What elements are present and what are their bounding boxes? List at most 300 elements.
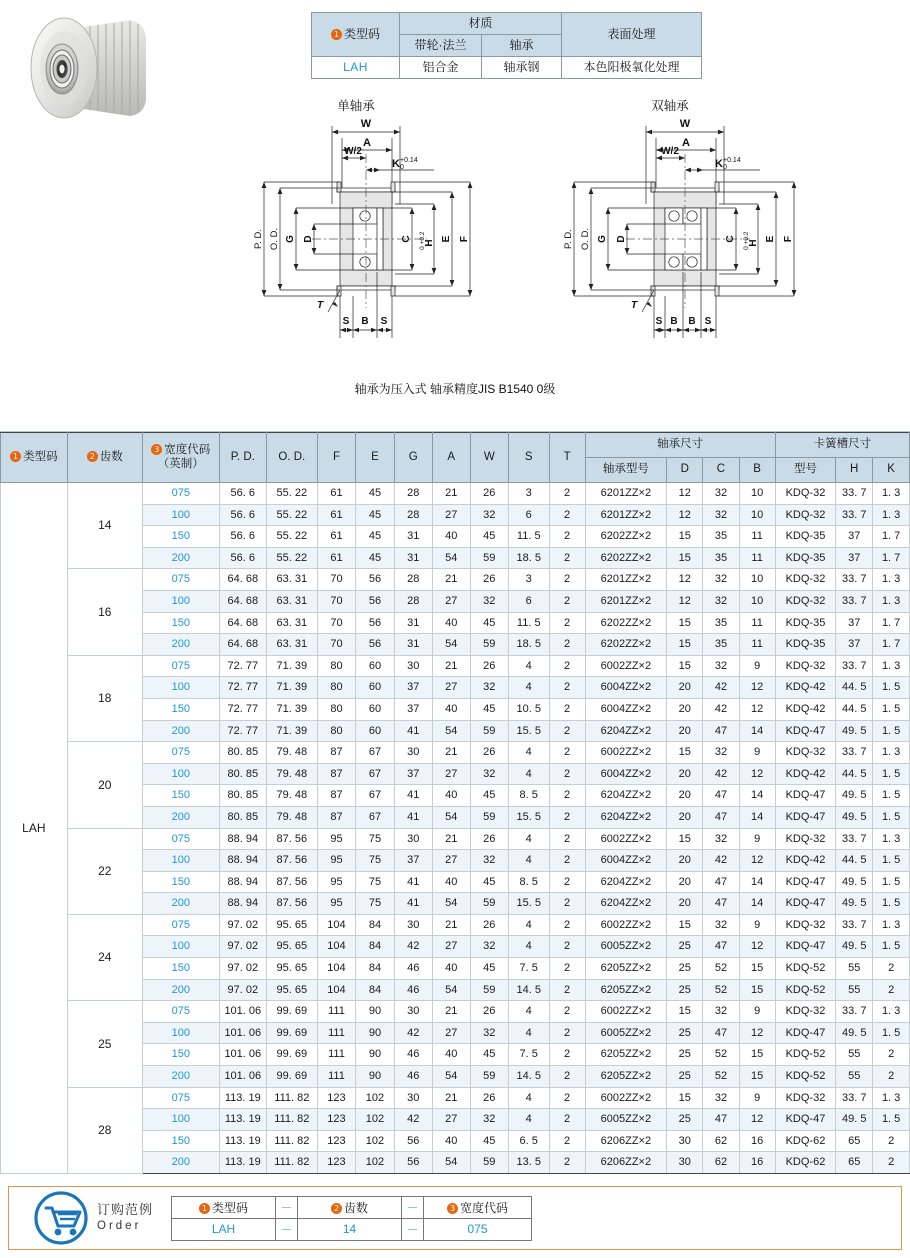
cell-width-code: 150 [142, 698, 219, 720]
cell-bno: 6206ZZ×2 [585, 1130, 667, 1152]
cell-a: 21 [432, 914, 470, 936]
cell-sno: KDQ-32 [775, 742, 835, 764]
cell-e: 60 [356, 655, 394, 677]
cell-d: 20 [667, 698, 703, 720]
col-header-od: O. D. [266, 433, 317, 483]
table-row [1, 742, 910, 764]
badge-1-icon: 1 [331, 29, 342, 40]
cell-od: 63. 31 [266, 612, 317, 634]
cell-a: 21 [432, 483, 470, 505]
cell-a: 40 [432, 612, 470, 634]
cell-k: 1. 5 [873, 871, 910, 893]
cell-f: 80 [317, 720, 355, 742]
cell-f: 123 [317, 1087, 355, 1109]
cell-g: 56 [394, 1130, 432, 1152]
svg-text:A: A [363, 137, 371, 149]
cell-a: 54 [432, 720, 470, 742]
cell-bno: 6204ZZ×2 [585, 720, 667, 742]
order-code-table [171, 1196, 532, 1241]
cell-sno: KDQ-47 [775, 785, 835, 807]
cell-c: 47 [703, 785, 739, 807]
svg-text:0: 0 [400, 164, 404, 171]
double-bearing-title: 双轴承 [651, 99, 689, 113]
cell-g: 46 [394, 958, 432, 980]
order-example-box [8, 1186, 902, 1250]
cell-ww: 59 [470, 979, 508, 1001]
cell-f: 123 [317, 1130, 355, 1152]
cell-s: 4 [508, 742, 549, 764]
cell-width-code: 100 [142, 936, 219, 958]
cell-t: 2 [549, 1001, 585, 1023]
cell-width-code: 100 [142, 590, 219, 612]
svg-text:+0.2: +0.2 [743, 231, 750, 245]
cell-g: 28 [394, 569, 432, 591]
cell-d: 25 [667, 1109, 703, 1131]
cell-od: 71. 39 [266, 720, 317, 742]
cell-sno: KDQ-32 [775, 590, 835, 612]
cell-width-code: 100 [142, 1022, 219, 1044]
svg-text:0: 0 [743, 246, 750, 250]
cell-e: 45 [356, 483, 394, 505]
col-header-a: A [432, 433, 470, 483]
spec-table-body [1, 483, 910, 1174]
cell-sno: KDQ-52 [775, 958, 835, 980]
cell-pd: 64. 68 [219, 590, 266, 612]
cell-b: 16 [739, 1130, 775, 1152]
cell-k: 2 [873, 1044, 910, 1066]
cell-s: 4 [508, 914, 549, 936]
cell-bno: 6005ZZ×2 [585, 1022, 667, 1044]
cell-f: 104 [317, 914, 355, 936]
cell-od: 79. 48 [266, 785, 317, 807]
cell-t: 2 [549, 850, 585, 872]
cell-k: 1. 7 [873, 526, 910, 548]
cell-od: 79. 48 [266, 806, 317, 828]
cell-pd: 56. 6 [219, 483, 266, 505]
cell-bno: 6004ZZ×2 [585, 850, 667, 872]
cell-pd: 64. 68 [219, 634, 266, 656]
cell-h: 33. 7 [836, 828, 873, 850]
svg-text:K: K [392, 158, 400, 170]
cell-b: 12 [739, 1022, 775, 1044]
cell-h: 44. 5 [836, 763, 873, 785]
col-header-pd: P. D. [219, 433, 266, 483]
cell-k: 1. 5 [873, 677, 910, 699]
cell-f: 111 [317, 1066, 355, 1088]
cell-e: 75 [356, 850, 394, 872]
order-value-width-code: 075 [424, 1218, 532, 1240]
cell-k: 1. 3 [873, 590, 910, 612]
cell-t: 2 [549, 612, 585, 634]
badge-2-icon: 2 [331, 1203, 342, 1214]
cell-g: 30 [394, 828, 432, 850]
material-header-type-code: 1 类型码 [312, 13, 400, 57]
cell-g: 28 [394, 590, 432, 612]
cell-b: 10 [739, 569, 775, 591]
cell-sno: KDQ-42 [775, 677, 835, 699]
cell-d: 25 [667, 958, 703, 980]
cell-b: 14 [739, 871, 775, 893]
cell-b: 10 [739, 483, 775, 505]
cell-k: 1. 3 [873, 1001, 910, 1023]
cell-k: 2 [873, 958, 910, 980]
cell-sno: KDQ-47 [775, 806, 835, 828]
cell-a: 54 [432, 979, 470, 1001]
cell-c: 32 [703, 483, 739, 505]
double-bearing-drawing [560, 112, 850, 382]
cell-bno: 6204ZZ×2 [585, 806, 667, 828]
cell-od: 99. 69 [266, 1022, 317, 1044]
cell-b: 9 [739, 828, 775, 850]
cell-a: 27 [432, 1022, 470, 1044]
cell-teeth: 14 [67, 483, 142, 569]
cell-bno: 6002ZZ×2 [585, 1087, 667, 1109]
material-header-surface: 表面处理 [562, 13, 702, 57]
cell-sno: KDQ-32 [775, 504, 835, 526]
material-header-pulley-flange: 带轮·法兰 [400, 35, 482, 57]
table-row [1, 914, 910, 936]
cell-sno: KDQ-32 [775, 483, 835, 505]
svg-text:E: E [441, 235, 452, 243]
cell-e: 56 [356, 569, 394, 591]
cell-s: 4 [508, 1109, 549, 1131]
cell-c: 35 [703, 612, 739, 634]
cell-pd: 88. 94 [219, 893, 266, 915]
col-header-snap-no: 型号 [775, 458, 835, 483]
cell-width-code: 075 [142, 1001, 219, 1023]
col-header-e: E [356, 433, 394, 483]
cell-width-code: 075 [142, 483, 219, 505]
cell-s: 6 [508, 504, 549, 526]
cell-k: 1. 3 [873, 742, 910, 764]
cell-ww: 26 [470, 1001, 508, 1023]
cell-bno: 6201ZZ×2 [585, 483, 667, 505]
cell-s: 3 [508, 483, 549, 505]
cell-g: 46 [394, 1044, 432, 1066]
cell-a: 40 [432, 1044, 470, 1066]
cell-g: 41 [394, 871, 432, 893]
svg-text:O. D.: O. D. [580, 227, 591, 251]
cell-e: 84 [356, 914, 394, 936]
cell-d: 20 [667, 677, 703, 699]
cell-f: 61 [317, 547, 355, 569]
cell-teeth: 20 [67, 742, 142, 828]
cell-a: 27 [432, 677, 470, 699]
cell-k: 1. 7 [873, 547, 910, 569]
cell-t: 2 [549, 871, 585, 893]
cell-g: 56 [394, 1152, 432, 1174]
badge-1-icon: 1 [10, 451, 21, 462]
cell-ww: 32 [470, 1109, 508, 1131]
cell-h: 49. 5 [836, 785, 873, 807]
cell-od: 95. 65 [266, 936, 317, 958]
order-header-type-code: 1 类型码 [172, 1196, 276, 1218]
cell-b: 15 [739, 979, 775, 1001]
cell-h: 37 [836, 634, 873, 656]
cell-h: 33. 7 [836, 504, 873, 526]
cell-c: 32 [703, 590, 739, 612]
cell-e: 75 [356, 828, 394, 850]
cell-od: 99. 69 [266, 1001, 317, 1023]
cell-od: 71. 39 [266, 677, 317, 699]
cell-g: 37 [394, 850, 432, 872]
cell-a: 40 [432, 785, 470, 807]
cell-e: 84 [356, 936, 394, 958]
material-value-type-code: LAH [312, 57, 400, 79]
cell-f: 123 [317, 1152, 355, 1174]
cell-t: 2 [549, 504, 585, 526]
cell-h: 49. 5 [836, 1022, 873, 1044]
cell-d: 15 [667, 655, 703, 677]
cell-a: 27 [432, 1109, 470, 1131]
cell-sno: KDQ-47 [775, 893, 835, 915]
cell-t: 2 [549, 547, 585, 569]
svg-text:T: T [316, 300, 324, 311]
cell-d: 12 [667, 590, 703, 612]
cell-b: 14 [739, 785, 775, 807]
cell-d: 30 [667, 1152, 703, 1174]
cell-pd: 113. 19 [219, 1152, 266, 1174]
cell-width-code: 100 [142, 504, 219, 526]
cell-od: 63. 31 [266, 634, 317, 656]
cell-b: 12 [739, 763, 775, 785]
cell-d: 15 [667, 914, 703, 936]
cell-t: 2 [549, 1152, 585, 1174]
top-panel [0, 0, 910, 432]
cell-b: 11 [739, 634, 775, 656]
svg-text:G: G [597, 235, 608, 243]
cell-od: 79. 48 [266, 742, 317, 764]
cell-f: 87 [317, 785, 355, 807]
cell-k: 1. 3 [873, 914, 910, 936]
cell-c: 32 [703, 569, 739, 591]
cell-d: 15 [667, 742, 703, 764]
drawing-caption: 轴承为压入式 轴承精度JIS B1540 0级 [354, 382, 556, 396]
cell-g: 31 [394, 526, 432, 548]
cell-od: 95. 65 [266, 958, 317, 980]
badge-3-icon: 3 [151, 444, 162, 455]
cell-d: 20 [667, 850, 703, 872]
cell-e: 67 [356, 785, 394, 807]
cell-f: 61 [317, 526, 355, 548]
cell-e: 84 [356, 979, 394, 1001]
cell-a: 21 [432, 742, 470, 764]
cell-k: 1. 7 [873, 612, 910, 634]
order-label-cn: 订购范例 [97, 1202, 154, 1218]
cell-f: 80 [317, 698, 355, 720]
cell-f: 104 [317, 958, 355, 980]
cell-k: 1. 5 [873, 698, 910, 720]
cell-teeth: 24 [67, 914, 142, 1000]
cell-e: 102 [356, 1087, 394, 1109]
cell-h: 49. 5 [836, 720, 873, 742]
cell-pd: 113. 19 [219, 1109, 266, 1131]
cell-bno: 6002ZZ×2 [585, 828, 667, 850]
svg-text:W: W [360, 118, 372, 130]
cell-e: 60 [356, 698, 394, 720]
cell-width-code: 075 [142, 1087, 219, 1109]
cell-t: 2 [549, 785, 585, 807]
cell-sno: KDQ-32 [775, 1087, 835, 1109]
cell-sno: KDQ-62 [775, 1130, 835, 1152]
cell-sno: KDQ-47 [775, 936, 835, 958]
svg-text:P. D.: P. D. [253, 229, 264, 249]
cell-d: 15 [667, 547, 703, 569]
cell-ww: 59 [470, 1152, 508, 1174]
svg-text:C: C [401, 235, 412, 243]
cell-c: 32 [703, 655, 739, 677]
cell-sno: KDQ-35 [775, 547, 835, 569]
cell-d: 25 [667, 1022, 703, 1044]
cell-width-code: 100 [142, 763, 219, 785]
svg-text:+0.2: +0.2 [419, 231, 426, 245]
cell-od: 63. 31 [266, 569, 317, 591]
cell-k: 1. 3 [873, 504, 910, 526]
cell-c: 62 [703, 1130, 739, 1152]
col-header-d: D [667, 458, 703, 483]
cell-e: 45 [356, 504, 394, 526]
cell-k: 1. 3 [873, 483, 910, 505]
table-row [1, 483, 910, 505]
cell-s: 3 [508, 569, 549, 591]
cell-s: 11. 5 [508, 612, 549, 634]
cell-c: 52 [703, 979, 739, 1001]
cell-sno: KDQ-42 [775, 850, 835, 872]
cell-h: 33. 7 [836, 1087, 873, 1109]
cell-g: 41 [394, 806, 432, 828]
cell-ww: 59 [470, 806, 508, 828]
cell-k: 1. 5 [873, 763, 910, 785]
svg-text:B: B [361, 316, 369, 327]
cell-t: 2 [549, 979, 585, 1001]
cell-b: 11 [739, 547, 775, 569]
cell-h: 49. 5 [836, 871, 873, 893]
cell-f: 80 [317, 655, 355, 677]
cell-pd: 97. 02 [219, 958, 266, 980]
cell-e: 90 [356, 1022, 394, 1044]
cell-a: 54 [432, 893, 470, 915]
cell-h: 55 [836, 1066, 873, 1088]
cell-od: 87. 56 [266, 850, 317, 872]
cell-t: 2 [549, 483, 585, 505]
cell-od: 55. 22 [266, 483, 317, 505]
svg-text:D: D [303, 235, 314, 243]
col-header-type-code: 1 类型码 [1, 433, 68, 483]
cell-h: 49. 5 [836, 806, 873, 828]
cell-a: 40 [432, 958, 470, 980]
cell-pd: 97. 02 [219, 914, 266, 936]
cell-s: 4 [508, 677, 549, 699]
cell-s: 10. 5 [508, 698, 549, 720]
cell-bno: 6204ZZ×2 [585, 785, 667, 807]
cell-pd: 56. 6 [219, 547, 266, 569]
cell-a: 54 [432, 634, 470, 656]
cell-width-code: 150 [142, 1130, 219, 1152]
material-value-surface: 本色阳极氧化处理 [562, 57, 702, 79]
col-header-g: G [394, 433, 432, 483]
cell-od: 99. 69 [266, 1044, 317, 1066]
cell-s: 7. 5 [508, 1044, 549, 1066]
cell-t: 2 [549, 806, 585, 828]
svg-text:D: D [616, 235, 627, 243]
cell-b: 9 [739, 1087, 775, 1109]
cell-f: 87 [317, 806, 355, 828]
cell-t: 2 [549, 569, 585, 591]
cell-ww: 59 [470, 1066, 508, 1088]
cell-e: 90 [356, 1044, 394, 1066]
cell-k: 1. 5 [873, 1109, 910, 1131]
cell-h: 33. 7 [836, 742, 873, 764]
cell-t: 2 [549, 1109, 585, 1131]
cell-d: 25 [667, 936, 703, 958]
material-value-pulley-flange: 铝合金 [400, 57, 482, 79]
svg-text:S: S [655, 316, 663, 327]
order-separator-1: － [276, 1196, 298, 1218]
cell-f: 123 [317, 1109, 355, 1131]
cell-e: 60 [356, 720, 394, 742]
cell-h: 44. 5 [836, 850, 873, 872]
cell-s: 4 [508, 1087, 549, 1109]
cell-d: 20 [667, 893, 703, 915]
col-header-k: K [873, 458, 910, 483]
cell-h: 55 [836, 958, 873, 980]
cell-a: 27 [432, 936, 470, 958]
cell-sno: KDQ-52 [775, 979, 835, 1001]
cell-b: 12 [739, 698, 775, 720]
cell-width-code: 150 [142, 612, 219, 634]
table-row [1, 1087, 910, 1109]
col-header-s: S [508, 433, 549, 483]
cell-width-code: 200 [142, 634, 219, 656]
cell-od: 95. 65 [266, 914, 317, 936]
cell-d: 12 [667, 483, 703, 505]
cell-s: 4 [508, 1022, 549, 1044]
order-value-type-code: LAH [172, 1218, 276, 1240]
cell-k: 1. 5 [873, 850, 910, 872]
cell-ww: 26 [470, 1087, 508, 1109]
cell-t: 2 [549, 828, 585, 850]
cell-h: 44. 5 [836, 698, 873, 720]
svg-text:K: K [715, 158, 723, 170]
cell-t: 2 [549, 958, 585, 980]
cell-c: 42 [703, 677, 739, 699]
cell-od: 71. 39 [266, 698, 317, 720]
cell-g: 46 [394, 1066, 432, 1088]
col-header-c: C [703, 458, 739, 483]
cell-width-code: 200 [142, 806, 219, 828]
cell-ww: 45 [470, 785, 508, 807]
svg-text:S: S [380, 316, 388, 327]
cell-s: 14. 5 [508, 1066, 549, 1088]
cell-t: 2 [549, 655, 585, 677]
cell-b: 12 [739, 936, 775, 958]
cell-pd: 97. 02 [219, 979, 266, 1001]
cell-c: 52 [703, 1066, 739, 1088]
cell-e: 75 [356, 893, 394, 915]
cell-g: 41 [394, 720, 432, 742]
cell-s: 18. 5 [508, 547, 549, 569]
cell-h: 55 [836, 979, 873, 1001]
cell-pd: 80. 85 [219, 763, 266, 785]
cell-pd: 97. 02 [219, 936, 266, 958]
cell-bno: 6205ZZ×2 [585, 979, 667, 1001]
cell-k: 1. 5 [873, 806, 910, 828]
cell-h: 33. 7 [836, 655, 873, 677]
cell-t: 2 [549, 1130, 585, 1152]
cell-g: 42 [394, 1109, 432, 1131]
cell-e: 56 [356, 590, 394, 612]
cell-sno: KDQ-32 [775, 655, 835, 677]
